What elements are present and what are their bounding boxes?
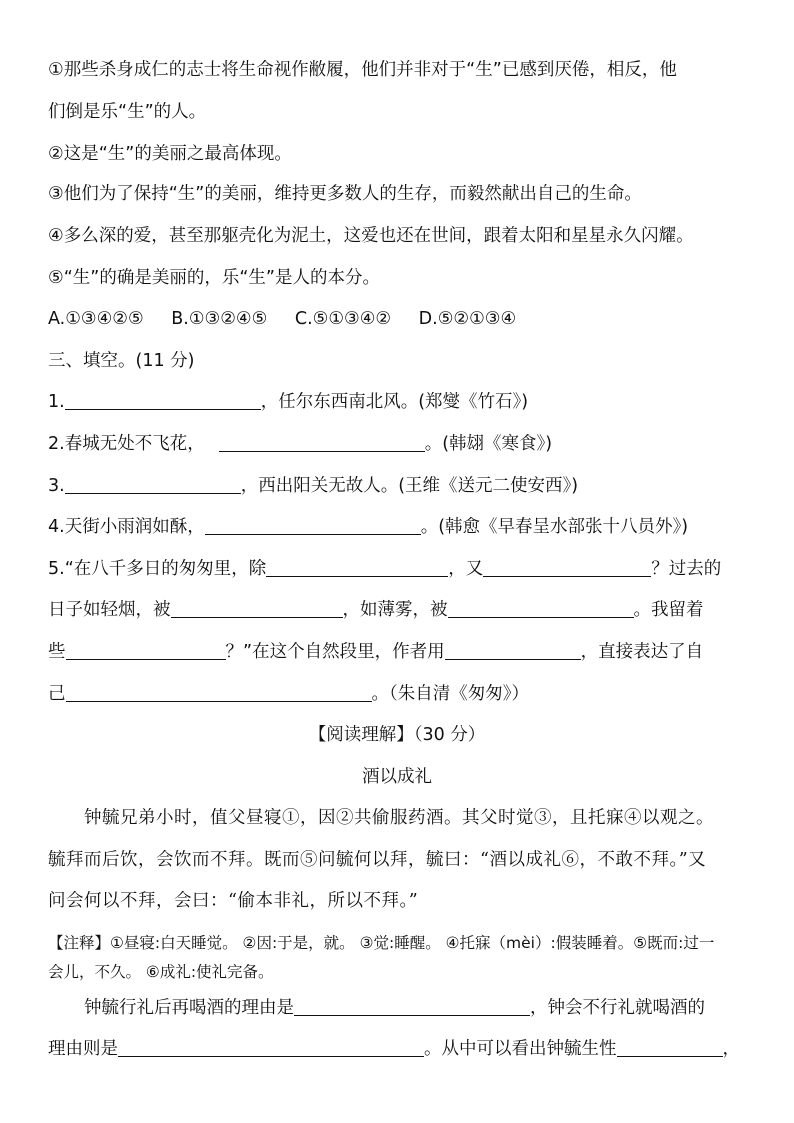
question-text: 理由则是 — [48, 1039, 118, 1059]
answer-blank[interactable] — [66, 640, 226, 660]
fill-question-4 — [48, 515, 748, 539]
answer-blank[interactable] — [617, 1037, 723, 1057]
annotation-line-1: 【注释】①昼寝:白天睡觉。 ②因:于是，就。 ③觉:睡醒。 ④托寐（mèi）:假装睡着。⑤既而:过一 — [48, 934, 715, 952]
q1-prefix: 1. — [48, 392, 65, 412]
answer-blank[interactable] — [66, 682, 372, 702]
fill-question-5-line-1 — [48, 557, 748, 581]
reading-question-line-2 — [48, 1037, 748, 1061]
passage-line-3: 问会何以不拜，会曰：“偷本非礼，所以不拜。” — [48, 891, 419, 911]
fill-question-1 — [48, 390, 748, 414]
answer-blank[interactable] — [294, 996, 530, 1016]
section-3-heading: 三、填空。(11 分) — [48, 351, 195, 371]
fill-question-5-line-4 — [48, 682, 748, 706]
sentence-4: ④多么深的爱，甚至那躯壳化为泥土，这爱也还在世间，跟着太阳和星星永久闪耀。 — [48, 226, 694, 246]
q4-prefix: 4.天街小雨润如酥， — [48, 517, 205, 537]
passage-line-2: 毓拜而后饮，会饮而不拜。既而⑤问毓何以拜，毓曰：“酒以成礼⑥，不敢不拜。”又 — [48, 850, 707, 870]
sentence-1-line-1: ①那些杀身成仁的志士将生命视作敝履，他们并非对于“生”已感到厌倦，相反，他 — [48, 60, 677, 80]
q5-text: 些 — [48, 642, 66, 662]
option-a[interactable]: A.①③④②⑤ — [48, 309, 144, 329]
fill-question-5-line-3 — [48, 640, 748, 664]
q3-text: ，西出阳关无故人。(王维《送元二使安西》) — [240, 476, 579, 496]
passage-line-1: 钟毓兄弟小时，值父昼寝①，因②共偷服药酒。其父时觉③，且托寐④以观之。 — [84, 808, 714, 828]
answer-blank[interactable] — [205, 515, 421, 535]
answer-blank[interactable] — [448, 598, 634, 618]
q5-text: 。我留着 — [633, 600, 704, 620]
fill-question-5-line-2 — [48, 598, 748, 622]
option-b[interactable]: B.①③②④⑤ — [171, 309, 268, 329]
q2-prefix: 2.春城无处不飞花， — [48, 434, 205, 454]
q5-text: 日子如轻烟，被 — [48, 600, 171, 620]
question-text: ， — [722, 1039, 740, 1059]
q5-text: ，又 — [448, 559, 484, 579]
q4-text: 。(韩愈《早春呈水部张十八员外》) — [420, 517, 689, 537]
answer-blank[interactable] — [118, 1037, 424, 1057]
q5-text: ，如薄雾，被 — [342, 600, 448, 620]
q1-text: ，任尔东西南北风。(郑燮《竹石》) — [260, 392, 529, 412]
q5-text: ？过去的 — [651, 559, 722, 579]
q5-text: ？”在这个自然段里，作者用 — [225, 642, 445, 662]
answer-blank[interactable] — [266, 557, 448, 577]
question-text: ，钟会不行礼就喝酒的 — [530, 998, 705, 1018]
question-text: 。从中可以看出钟毓生性 — [424, 1039, 617, 1059]
q2-text: 。(韩翃《寒食》) — [424, 434, 553, 454]
answer-blank[interactable] — [65, 390, 261, 410]
answer-blank[interactable] — [65, 474, 241, 494]
answer-blank[interactable] — [445, 640, 581, 660]
fill-question-2 — [48, 432, 748, 456]
answer-options — [48, 307, 748, 331]
sentence-1-line-2: 们倒是乐“生”的人。 — [48, 102, 207, 122]
question-text: 钟毓行礼后再喝酒的理由是 — [84, 998, 294, 1018]
option-d[interactable]: D.⑤②①③④ — [418, 309, 517, 329]
passage-title: 酒以成礼 — [362, 767, 432, 787]
q5-text: 5.“在八千多日的匆匆里，除 — [48, 559, 267, 579]
q5-text: ，直接表达了自 — [580, 642, 704, 662]
fill-question-3 — [48, 474, 748, 498]
option-c[interactable]: C.⑤①③④② — [294, 309, 392, 329]
reading-question-line-1 — [84, 996, 748, 1020]
q5-text: 己 — [48, 684, 66, 704]
reading-heading: 【阅读理解】（30 分） — [308, 725, 486, 745]
sentence-2: ②这是“生”的美丽之最高体现。 — [48, 144, 292, 164]
answer-blank[interactable] — [171, 598, 343, 618]
q5-text: 。（朱自清《匆匆》） — [371, 684, 529, 704]
sentence-3: ③他们为了保持“生”的美丽，维持更多数人的生存，而毅然献出自己的生命。 — [48, 184, 642, 204]
answer-blank[interactable] — [483, 557, 651, 577]
sentence-5: ⑤“生”的确是美丽的，乐“生”是人的本分。 — [48, 268, 380, 288]
q3-prefix: 3. — [48, 476, 65, 496]
answer-blank[interactable] — [219, 432, 425, 452]
annotation-line-2: 会儿，不久。 ⑥成礼:使礼完备。 — [48, 963, 274, 981]
